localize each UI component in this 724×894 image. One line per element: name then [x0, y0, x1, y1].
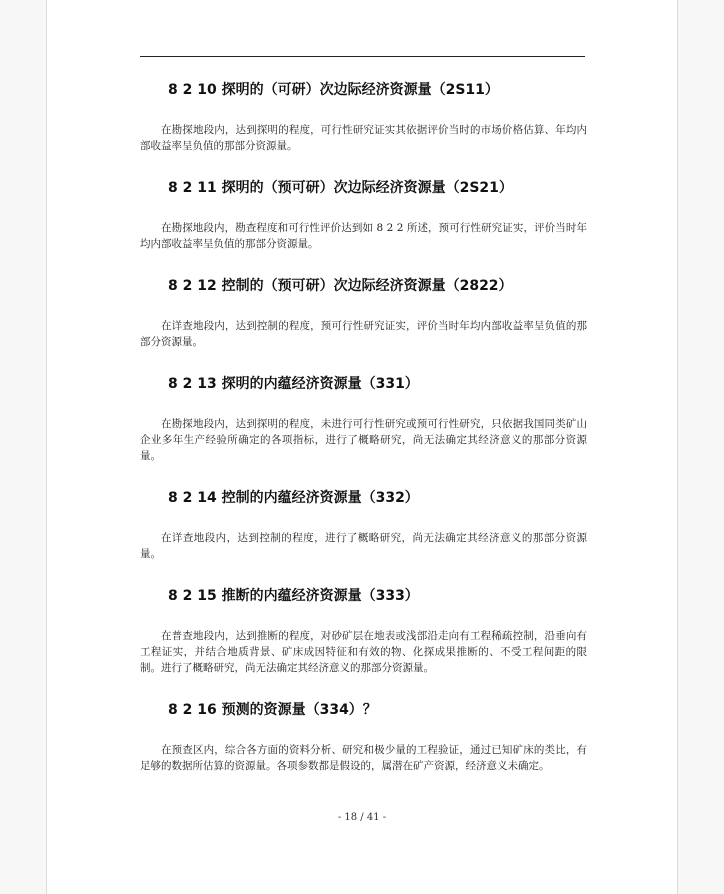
section-8-2-14	[140, 486, 587, 562]
section-heading: 8 2 11 探明的（预可研）次边际经济资源量（2S21）	[168, 180, 513, 196]
document-page	[47, 0, 677, 894]
viewer-gutter-right	[677, 0, 724, 894]
section-heading: 8 2 10 探明的（可研）次边际经济资源量（2S11）	[168, 82, 499, 98]
viewer-gutter-left	[0, 0, 47, 894]
section-heading: 8 2 15 推断的内蕴经济资源量（333）	[168, 588, 419, 604]
section-body: 在详查地段内，达到控制的程度，预可行性研究证实，评价当时年均内部收益率呈负值的那部分资源量。	[140, 320, 587, 348]
section-heading: 8 2 14 控制的内蕴经济资源量（332）	[168, 490, 419, 506]
section-heading: 8 2 16 预测的资源量（334）？	[168, 702, 377, 718]
section-8-2-13	[140, 372, 587, 464]
section-heading: 8 2 12 控制的（预可研）次边际经济资源量（2822）	[168, 278, 513, 294]
section-8-2-12	[140, 274, 587, 350]
section-heading: 8 2 13 探明的内蕴经济资源量（331）	[168, 376, 419, 392]
page-content	[140, 78, 587, 774]
section-8-2-11	[140, 176, 587, 252]
page-number: - 18 / 41 -	[337, 812, 387, 823]
section-body: 在勘探地段内，达到探明的程度，可行性研究证实其依据评价当时的市场价格估算、年均内部收益率呈负值的那部分资源量。	[140, 124, 587, 152]
section-body: 在详查地段内，达到控制的程度，进行了概略研究，尚无法确定其经济意义的那部分资源量。	[140, 532, 587, 560]
section-body: 在预查区内，综合各方面的资料分析、研究和极少量的工程验证，通过已知矿床的类比，有足够的数据所估算的资源量。各项参数都是假设的，属潜在矿产资源，经济意义未确定。	[140, 744, 587, 772]
section-body: 在勘探地段内，勘查程度和可行性评价达到如 8 2 2 所述，预可行性研究证实，评价当时年均内部收益率呈负值的那部分资源量。	[140, 222, 587, 250]
section-body: 在普查地段内，达到推断的程度，对砂矿层在地表或浅部沿走向有工程稀疏控制，沿垂向有工程证实，并结合地质背景、矿床成因特征和有效的物、化探成果推断的、不受工程间距的限制。进行了概略研究，尚无法确定其经济意义的那部分资源量。	[140, 630, 587, 674]
section-body: 在勘探地段内，达到探明的程度，未进行可行性研究或预可行性研究，只依据我国同类矿山企业多年生产经验所确定的各项指标，进行了概略研究，尚无法确定其经济意义的那部分资源量。	[140, 418, 587, 462]
header-rule	[140, 56, 585, 57]
section-8-2-16	[140, 698, 587, 774]
section-8-2-15	[140, 584, 587, 676]
section-8-2-10	[140, 78, 587, 154]
